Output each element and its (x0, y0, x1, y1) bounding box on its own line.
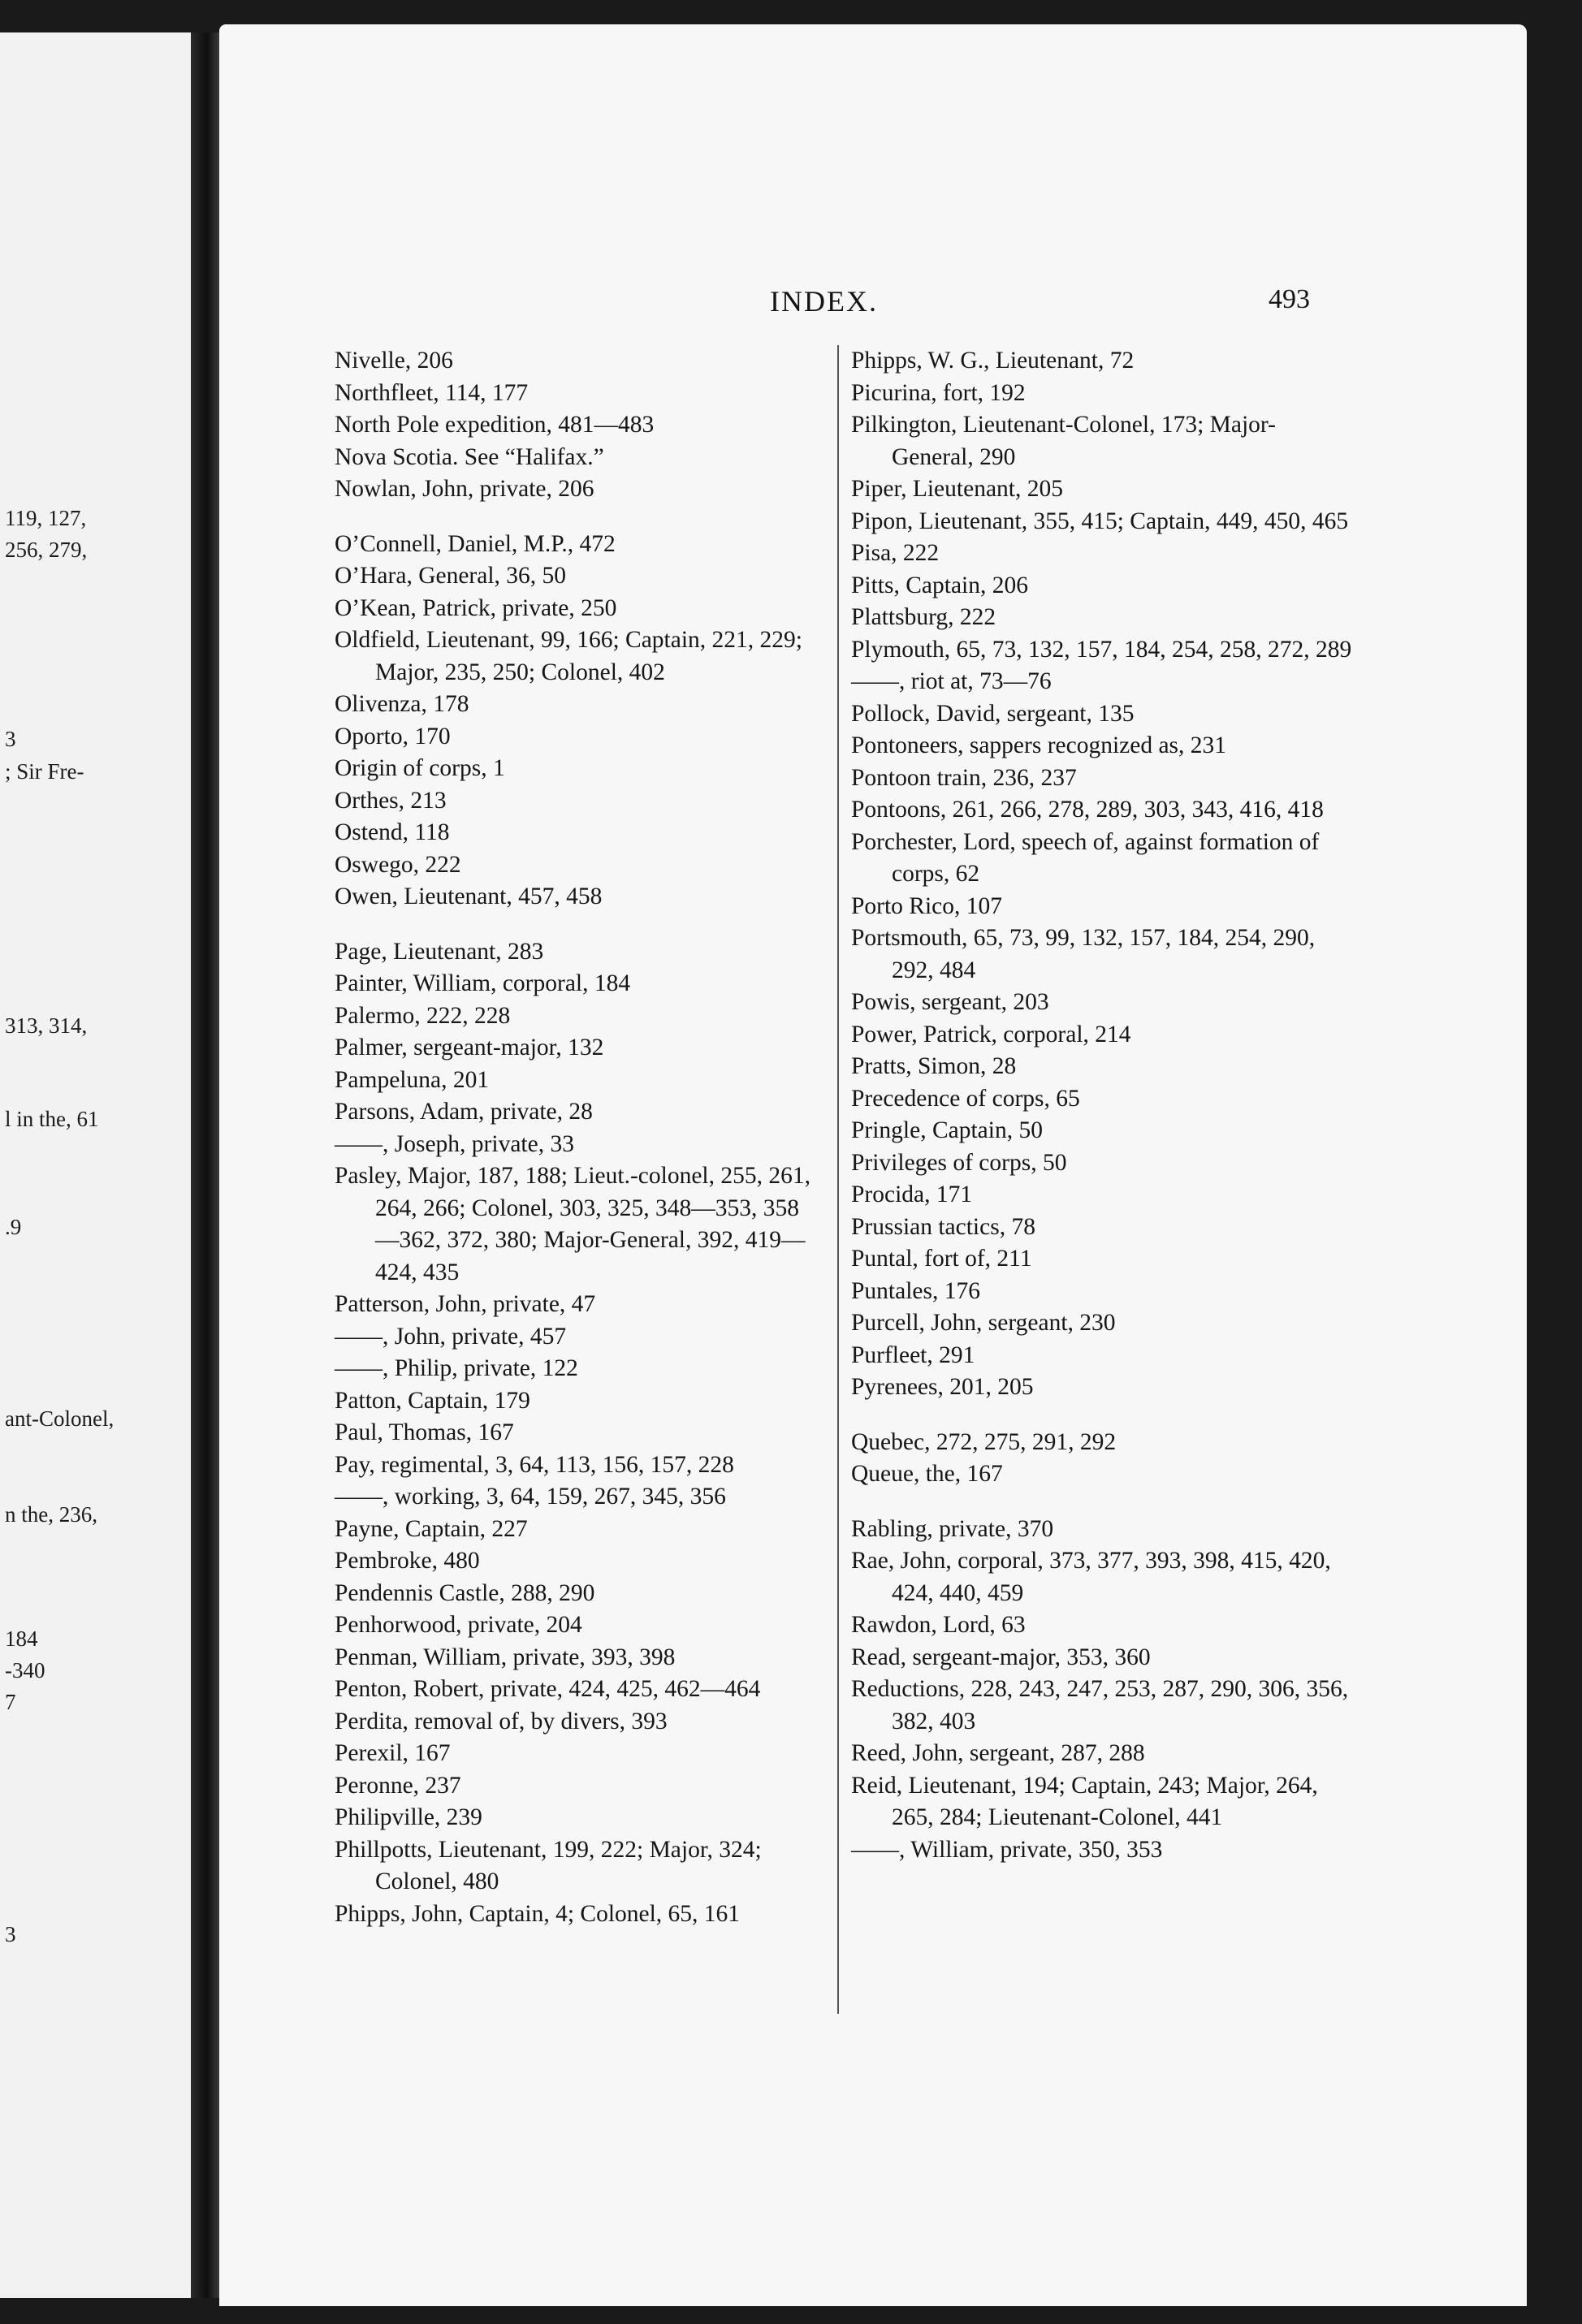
index-entry: Queue, the, 167 (851, 1461, 1003, 1487)
index-entry: Ostend, 118 (335, 819, 450, 845)
index-entry: Peronne, 237 (335, 1772, 461, 1799)
index-entry: Pitts, Captain, 206 (851, 572, 1028, 598)
index-entry: Owen, Lieutenant, 457, 458 (335, 883, 603, 909)
index-entry: Privileges of corps, 50 (851, 1149, 1067, 1176)
index-entry: Perdita, removal of, by divers, 393 (335, 1708, 668, 1734)
index-entry: Pontoon train, 236, 237 (851, 764, 1077, 791)
index-entry: Phipps, John, Captain, 4; Colonel, 65, 161 (335, 1900, 741, 1927)
index-entry: Powis, sergeant, 203 (851, 989, 1049, 1015)
index-entry: Porto Rico, 107 (851, 892, 1003, 919)
facing-page-text: 3 (5, 1922, 16, 1946)
index-entry: Oswego, 222 (335, 851, 461, 878)
facing-page-text: -340 (5, 1658, 45, 1683)
index-entry: Quebec, 272, 275, 291, 292 (851, 1428, 1117, 1455)
index-entry: Power, Patrick, corporal, 214 (851, 1021, 1131, 1048)
index-entry: Rae, John, corporal, 373, 377, 393, 398, 415, 420, 424, 440, 459 (851, 1548, 1331, 1606)
index-entry: Porchester, Lord, speech of, against formation of corps, 62 (851, 828, 1320, 887)
facing-page-text: 256, 279, (5, 538, 88, 562)
index-entry: Painter, William, corporal, 184 (335, 970, 631, 996)
index-entry: Oporto, 170 (335, 723, 451, 749)
index-entry: Philipville, 239 (335, 1804, 482, 1830)
index-entry: Precedence of corps, 65 (851, 1085, 1080, 1112)
index-entry: Pampeluna, 201 (335, 1066, 490, 1093)
index-entry: Read, sergeant-major, 353, 360 (851, 1644, 1151, 1670)
facing-page-text: 313, 314, (5, 1013, 88, 1038)
index-entry: Prussian tactics, 78 (851, 1213, 1035, 1240)
facing-page-text: .9 (5, 1215, 22, 1239)
index-entry: Reid, Lieutenant, 194; Captain, 243; Major, 264, 265, 284; Lieutenant-Colonel, 441 (851, 1772, 1318, 1830)
index-entry: Pendennis Castle, 288, 290 (335, 1579, 595, 1606)
index-entry: ——, William, private, 350, 353 (851, 1836, 1163, 1863)
index-entry: ——, working, 3, 64, 159, 267, 345, 356 (335, 1484, 726, 1510)
index-entry: Pembroke, 480 (335, 1548, 480, 1574)
facing-page-text: l in the, 61 (5, 1107, 99, 1131)
index-entry: Pontoneers, sappers recognized as, 231 (851, 732, 1227, 758)
index-entry: Page, Lieutenant, 283 (335, 938, 544, 965)
index-entry: Origin of corps, 1 (335, 755, 505, 781)
index-entry: Payne, Captain, 227 (335, 1515, 528, 1542)
index-entry: ——, John, private, 457 (335, 1323, 567, 1350)
index-entry: Pyrenees, 201, 205 (851, 1374, 1034, 1400)
index-entry: Phipps, W. G., Lieutenant, 72 (851, 348, 1135, 374)
index-entry: Nivelle, 206 (335, 348, 453, 374)
facing-page-text: 3 (5, 727, 16, 751)
index-entry: Portsmouth, 65, 73, 99, 132, 157, 184, 254, 290, 292, 484 (851, 925, 1316, 983)
index-entry: Reductions, 228, 243, 247, 253, 287, 290, 306, 356, 382, 403 (851, 1676, 1349, 1734)
facing-page-text: 119, 127, (5, 506, 87, 530)
index-entry: Plymouth, 65, 73, 132, 157, 184, 254, 258, 272, 289 (851, 636, 1352, 663)
index-entry: ——, riot at, 73—76 (851, 668, 1052, 694)
index-entry: North Pole expedition, 481—483 (335, 412, 655, 438)
index-entry: Pilkington, Lieutenant-Colonel, 173; Major-General, 290 (851, 412, 1276, 470)
index-entry: Paul, Thomas, 167 (335, 1419, 514, 1445)
index-entry: Purcell, John, sergeant, 230 (851, 1310, 1116, 1336)
index-entry: Orthes, 213 (335, 787, 447, 814)
index-entry: Pay, regimental, 3, 64, 113, 156, 157, 228 (335, 1451, 734, 1478)
index-entry: Rawdon, Lord, 63 (851, 1612, 1026, 1638)
index-entry: Penhorwood, private, 204 (335, 1612, 582, 1638)
index-entry: O’Kean, Patrick, private, 250 (335, 594, 617, 621)
facing-page-text: 7 (5, 1690, 16, 1714)
index-entry: Phillpotts, Lieutenant, 199, 222; Major, 324; Colonel, 480 (335, 1836, 762, 1894)
index-entry: Pringle, Captain, 50 (851, 1117, 1043, 1143)
index-entry: Picurina, fort, 192 (851, 379, 1026, 406)
index-entry: O’Hara, General, 36, 50 (335, 563, 567, 589)
index-entry: Palmer, sergeant-major, 132 (335, 1035, 604, 1060)
index-entry: Pisa, 222 (851, 540, 940, 566)
page-title: INDEX. (770, 285, 878, 317)
index-entry: ——, Philip, private, 122 (335, 1355, 578, 1381)
index-entry: Nowlan, John, private, 206 (335, 476, 594, 502)
index-entry: Patterson, John, private, 47 (335, 1291, 596, 1317)
index-entry: Olivenza, 178 (335, 691, 469, 717)
facing-page-text: 184 (5, 1626, 38, 1651)
index-entry: O’Connell, Daniel, M.P., 472 (335, 530, 616, 557)
column-divider (837, 345, 839, 2014)
index-entry: Patton, Captain, 179 (335, 1387, 530, 1414)
page-header (219, 284, 1527, 317)
facing-page-text: n the, 236, (5, 1502, 97, 1527)
index-entry: Pasley, Major, 187, 188; Lieut.-colonel, 255, 261, 264, 266; Colonel, 303, 325, 348—353, 358—362, 372, 380; Major-General, 392, 419—424, 435 (335, 1163, 810, 1285)
index-page (219, 24, 1527, 2306)
index-entry: Penman, William, private, 393, 398 (335, 1644, 676, 1670)
index-entry: Pipon, Lieutenant, 355, 415; Captain, 449, 450, 465 (851, 508, 1349, 534)
index-entry: Pontoons, 261, 266, 278, 289, 303, 343, 416, 418 (851, 797, 1324, 823)
index-entry: Puntales, 176 (851, 1277, 980, 1304)
index-entry: Piper, Lieutenant, 205 (851, 476, 1063, 502)
facing-page-fragment (0, 32, 191, 2298)
index-entry: Penton, Robert, private, 424, 425, 462—464 (335, 1676, 761, 1702)
index-entry: Plattsburg, 222 (851, 604, 996, 630)
index-entry: Northfleet, 114, 177 (335, 379, 529, 406)
index-entry: Reed, John, sergeant, 287, 288 (851, 1740, 1145, 1766)
index-entry: Purfleet, 291 (851, 1341, 975, 1368)
index-entry: Parsons, Adam, private, 28 (335, 1099, 593, 1125)
index-entry: ——, Joseph, private, 33 (335, 1130, 574, 1157)
index-entry: Pratts, Simon, 28 (851, 1053, 1017, 1079)
facing-page-text: ant-Colonel, (5, 1406, 115, 1431)
facing-page-text: ; Sir Fre- (5, 759, 84, 784)
index-entry: Palermo, 222, 228 (335, 1002, 511, 1029)
index-column-left (335, 345, 822, 1930)
index-entry: Perexil, 167 (335, 1740, 451, 1766)
index-entry: Oldfield, Lieutenant, 99, 166; Captain, 221, 229; Major, 235, 250; Colonel, 402 (335, 627, 802, 685)
index-column-right (851, 345, 1355, 1866)
index-entry: Procida, 171 (851, 1181, 973, 1207)
index-entry: Puntal, fort of, 211 (851, 1246, 1032, 1272)
index-entry: Pollock, David, sergeant, 135 (851, 700, 1135, 727)
index-entry: Nova Scotia. See “Halifax.” (335, 443, 604, 470)
page-number: 493 (1269, 284, 1310, 314)
index-entry: Rabling, private, 370 (851, 1515, 1054, 1542)
